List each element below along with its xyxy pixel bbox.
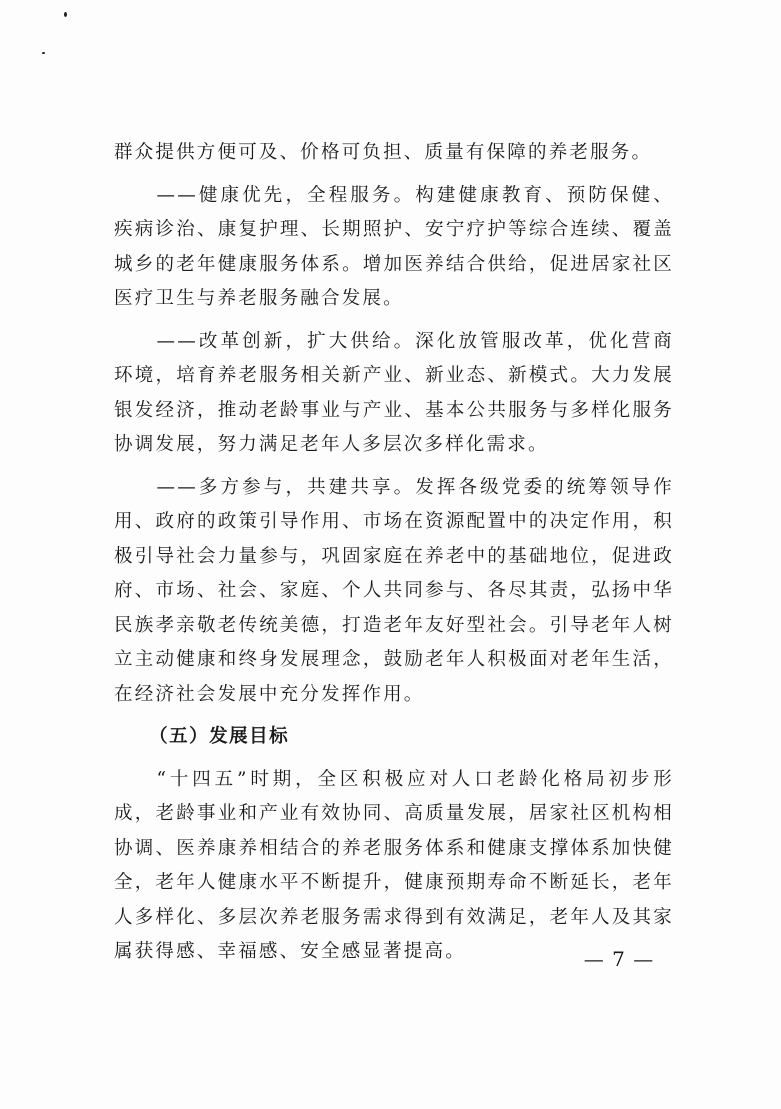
paragraph-multi-party: ——多方参与，共建共享。发挥各级党委的统筹领导作用、政府的政策引导作用、市场在资源配置中的决定作用，积极引导社会力量参与，巩固家庭在养老中的基础地位，促进政府、市场、社会、家庭、个人共同参与、各尽其责，弘扬中华民族孝亲敬老传统美德，打造老年友好型社会。引导老年人树立主动健康和终身发展理念，鼓励老年人积极面对老年生活，在经济社会发展中充分发挥作用。	[114, 476, 674, 705]
document-body	[114, 136, 674, 978]
paragraph-continuation: 群众提供方便可及、价格可负担、质量有保障的养老服务。	[114, 142, 653, 163]
section-heading: （五）发展目标	[149, 726, 290, 747]
paragraph-health-first: ——健康优先，全程服务。构建健康教育、预防保健、疾病诊治、康复护理、长期照护、安宁疗护等综合连续、覆盖城乡的老年健康服务体系。增加医养结合供给，促进居家社区医疗卫生与养老服务融合发展。	[114, 184, 674, 309]
page-number: — 7 —	[583, 947, 655, 971]
scan-speck	[42, 52, 45, 54]
scan-speck	[64, 12, 67, 17]
paragraph-development-goal: “十四五”时期，全区积极应对人口老龄化格局初步形成，老龄事业和产业有效协同、高质量发展，居家社区机构相协调、医养康养相结合的养老服务体系和健康支撑体系加快健全，老年人健康水平不断提升，健康预期寿命不断延长，老年人多样化、多层次养老服务需求得到有效满足，老年人及其家属获得感、幸福感、安全感显著提高。	[114, 768, 674, 962]
paragraph-reform-innovation: ——改革创新，扩大供给。深化放管服改革，优化营商环境，培育养老服务相关新产业、新业态、新模式。大力发展银发经济，推动老龄事业与产业、基本公共服务与多样化服务协调发展，努力满足老年人多层次多样化需求。	[114, 330, 674, 455]
